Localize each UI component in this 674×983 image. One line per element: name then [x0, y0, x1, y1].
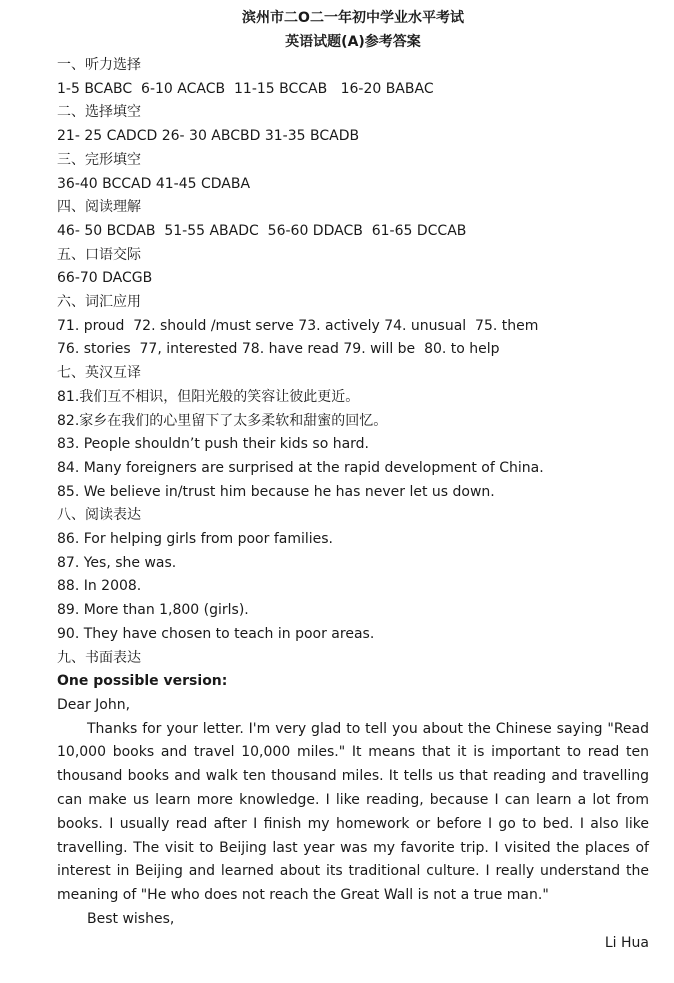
- translation-item: 83. People shouldn’t push their kids so hard.: [57, 436, 370, 453]
- translation-item: 84. Many foreigners are surprised at the rapid development of China.: [57, 459, 544, 476]
- answers-multiple-choice: 21- 25 CADCD 26- 30 ABCBD 31-35 BCADB: [57, 128, 360, 145]
- essay-greeting: Dear John,: [57, 696, 131, 713]
- section-heading-vocabulary: 六、词汇应用: [57, 294, 141, 311]
- answers-listening: 1-5 BCABC 6-10 ACACB 11-15 BCCAB 16-20 BABAC: [57, 80, 434, 97]
- reading-expression-item: 88. In 2008.: [57, 578, 142, 595]
- document-title: 滨州市二O二一年初中学业水平考试: [242, 10, 464, 26]
- answers-reading: 46- 50 BCDAB 51-55 ABADC 56-60 DDACB 61-65 DCCAB: [57, 222, 467, 239]
- section-heading-reading: 四、阅读理解: [57, 199, 141, 216]
- translation-item: 85. We believe in/trust him because he has never let us down.: [57, 483, 495, 500]
- reading-expression-item: 87. Yes, she was.: [57, 554, 177, 571]
- translation-item: 81.我们互不相识，但阳光般的笑容让彼此更近。: [57, 388, 360, 405]
- essay-closing: Best wishes,: [87, 911, 175, 928]
- section-heading-multiple-choice: 二、选择填空: [57, 104, 141, 121]
- essay-label: One possible version:: [57, 673, 228, 690]
- essay-body: Thanks for your letter. I'm very glad to tell you about the Chinese saying "Read 10,000 books and travel 10,000 miles." It means that it is important to read ten thousand books and walk ten thousand miles. It tells us that reading and travelling can make us learn more knowledge. I like reading, because I can learn a lot from books. I usually read after I finish my homework or before I go to bed. I also like travelling. The visit to Beijing last year was my favorite trip. I visited the places of interest in Beijing and learned about its traditional culture. I really understand the meaning of "He who does not reach the Great Wall is not a true man.": [57, 720, 649, 904]
- reading-expression-item: 86. For helping girls from poor families.: [57, 531, 333, 548]
- section-heading-cloze: 三、完形填空: [57, 151, 141, 168]
- answers-vocabulary-line-2: 76. stories 77, interested 78. have read 79. will be 80. to help: [57, 341, 500, 358]
- section-heading-listening: 一、听力选择: [57, 57, 141, 73]
- answers-vocabulary-line-1: 71. proud 72. should /must serve 73. actively 74. unusual 75. them: [57, 317, 539, 334]
- translation-item: 82.家乡在我们的心里留下了太多柔软和甜蜜的回忆。: [57, 412, 388, 429]
- section-heading-writing: 九、书面表达: [57, 649, 141, 666]
- answers-dialogue: 66-70 DACGB: [57, 270, 153, 287]
- document-subtitle: 英语试题(A)参考答案: [285, 34, 421, 50]
- answer-key-document: [57, 6, 649, 955]
- section-heading-reading-expression: 八、阅读表达: [57, 507, 141, 524]
- section-heading-translation: 七、英汉互译: [57, 365, 141, 382]
- answers-cloze: 36-40 BCCAD 41-45 CDABA: [57, 175, 251, 192]
- reading-expression-item: 90. They have chosen to teach in poor areas.: [57, 625, 375, 642]
- section-heading-dialogue: 五、口语交际: [57, 246, 141, 263]
- essay-signature: Li Hua: [604, 934, 649, 951]
- reading-expression-item: 89. More than 1,800 (girls).: [57, 602, 249, 619]
